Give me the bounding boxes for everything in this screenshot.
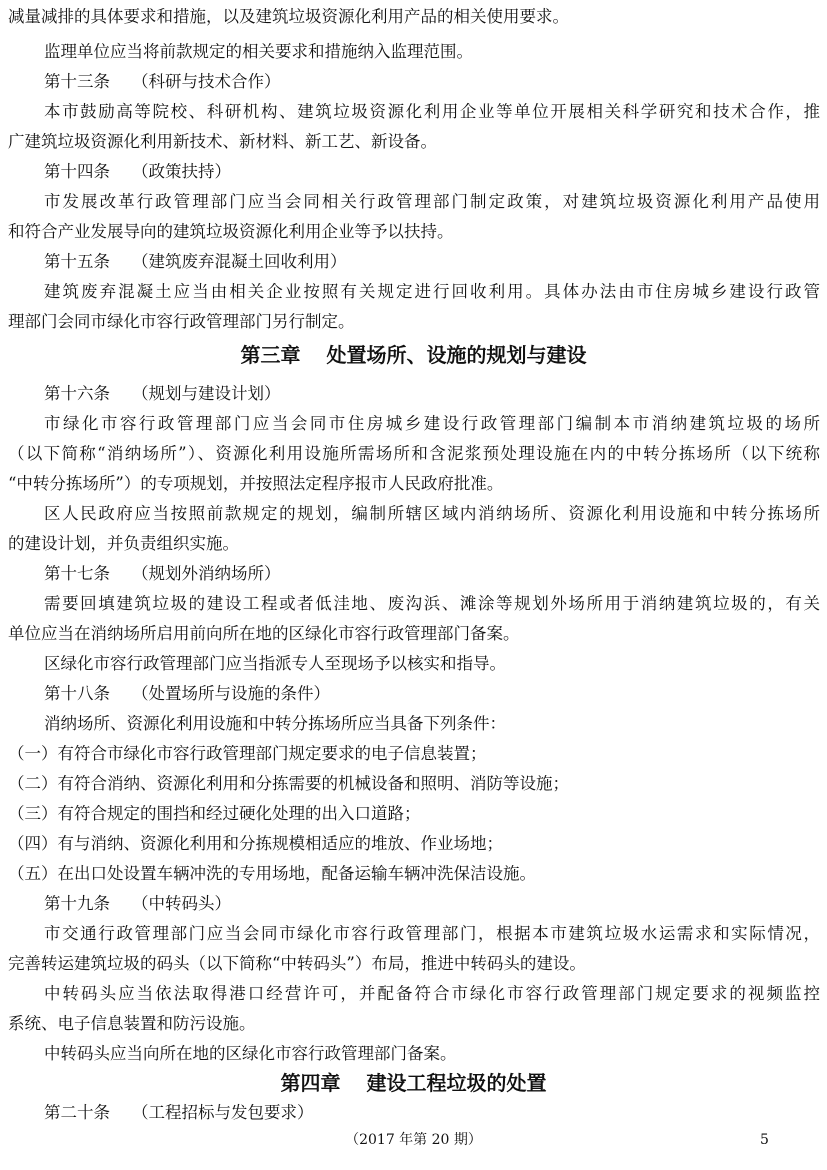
- chapter-number: 第四章: [280, 1071, 341, 1095]
- chapter-heading: [0, 1068, 827, 1098]
- paragraph-line: 市发展改革行政管理部门应当会同相关行政管理部门制定政策，对建筑垃圾资源化利用产品使用: [44, 192, 820, 211]
- paragraph-line: 本市鼓励高等院校、科研机构、建筑垃圾资源化利用企业等单位开展相关科学研究和技术合作，推: [44, 102, 820, 121]
- paragraph-line: 理部门会同市绿化市容行政管理部门另行制定。: [8, 312, 355, 331]
- chapter-title: 建设工程垃圾的处置: [366, 1071, 547, 1095]
- article-title: （工程招标与发包要求）: [132, 1103, 314, 1122]
- paragraph-line: 市交通行政管理部门应当会同市绿化市容行政管理部门，根据本市建筑垃圾水运需求和实际情况，: [44, 924, 820, 943]
- article-heading: [44, 67, 820, 97]
- paragraph-line: 中转码头应当依法取得港口经营许可，并配备符合市绿化市容行政管理部门规定要求的视频监控: [44, 984, 820, 1003]
- paragraph-line: 减量减排的具体要求和措施，以及建筑垃圾资源化利用产品的相关使用要求。: [8, 7, 569, 26]
- article-heading: [44, 1098, 820, 1128]
- paragraph-line: “中转分拣场所”）的专项规划，并按照法定程序报市人民政府批准。: [8, 474, 504, 493]
- article-heading: [44, 157, 820, 187]
- paragraph-line: 和符合产业发展导向的建筑垃圾资源化利用企业等予以扶持。: [8, 222, 454, 241]
- article-number: 第十六条: [44, 384, 110, 403]
- paragraph-line: 区绿化市容行政管理部门应当指派专人至现场予以核实和指导。: [44, 654, 506, 673]
- page-number: 5: [760, 1132, 769, 1148]
- article-number: 第十五条: [44, 252, 110, 271]
- paragraph-line: 完善转运建筑垃圾的码头（以下简称“中转码头”）布局，推进中转码头的建设。: [8, 954, 586, 973]
- paragraph-line: 监理单位应当将前款规定的相关要求和措施纳入监理范围。: [44, 42, 473, 61]
- paragraph-line: 的建设计划，并负责组织实施。: [8, 534, 239, 553]
- list-item: （一）有符合市绿化市容行政管理部门规定要求的电子信息装置；: [8, 744, 487, 763]
- article-heading: [44, 889, 820, 919]
- paragraph-line: 广建筑垃圾资源化利用新技术、新材料、新工艺、新设备。: [8, 132, 437, 151]
- article-title: （中转码头）: [132, 894, 231, 913]
- article-title: （建筑废弃混凝土回收利用）: [132, 252, 347, 271]
- paragraph-line: 系统、电子信息装置和防污设施。: [8, 1014, 256, 1033]
- article-number: 第二十条: [44, 1103, 110, 1122]
- paragraph-line: 消纳场所、资源化利用设施和中转分拣场所应当具备下列条件：: [44, 714, 506, 733]
- list-item: （二）有符合消纳、资源化利用和分拣需要的机械设备和照明、消防等设施；: [8, 774, 569, 793]
- paragraph-line: （以下简称“消纳场所”）、资源化利用设施所需场所和含泥浆预处理设施在内的中转分拣场所（以下统称: [8, 444, 820, 463]
- article-heading: [44, 679, 820, 709]
- article-number: 第十九条: [44, 894, 110, 913]
- article-heading: [44, 379, 820, 409]
- list-item: （三）有符合规定的围挡和经过硬化处理的出入口道路；: [8, 804, 421, 823]
- chapter-heading: [0, 340, 827, 370]
- paragraph-line: 建筑废弃混凝土应当由相关企业按照有关规定进行回收利用。具体办法由市住房城乡建设行政管: [44, 282, 820, 301]
- article-title: （处置场所与设施的条件）: [132, 684, 330, 703]
- list-item: （四）有与消纳、资源化利用和分拣规模相适应的堆放、作业场地；: [8, 834, 503, 853]
- list-item: （五）在出口处设置车辆冲洗的专用场地，配备运输车辆冲洗保洁设施。: [8, 864, 536, 883]
- article-heading: [44, 559, 820, 589]
- article-title: （规划与建设计划）: [132, 384, 281, 403]
- article-number: 第十三条: [44, 72, 110, 91]
- article-title: （规划外消纳场所）: [132, 564, 281, 583]
- chapter-number: 第三章: [240, 343, 301, 367]
- chapter-title: 处置场所、设施的规划与建设: [326, 343, 587, 367]
- article-title: （科研与技术合作）: [132, 72, 281, 91]
- page-footer: [0, 1128, 827, 1152]
- paragraph-line: 需要回填建筑垃圾的建设工程或者低洼地、废沟浜、滩涂等规划外场所用于消纳建筑垃圾的，有关: [44, 594, 820, 613]
- paragraph-line: 中转码头应当向所在地的区绿化市容行政管理部门备案。: [44, 1044, 457, 1063]
- paragraph-line: 区人民政府应当按照前款规定的规划，编制所辖区域内消纳场所、资源化利用设施和中转分拣场所: [44, 504, 820, 523]
- article-number: 第十七条: [44, 564, 110, 583]
- article-heading: [44, 247, 820, 277]
- article-title: （政策扶持）: [132, 162, 231, 181]
- paragraph-line: 单位应当在消纳场所启用前向所在地的区绿化市容行政管理部门备案。: [8, 624, 520, 643]
- article-number: 第十四条: [44, 162, 110, 181]
- article-number: 第十八条: [44, 684, 110, 703]
- paragraph-line: 市绿化市容行政管理部门应当会同市住房城乡建设行政管理部门编制本市消纳建筑垃圾的场所: [44, 414, 820, 433]
- issue-label: （2017 年第 20 期）: [345, 1132, 482, 1148]
